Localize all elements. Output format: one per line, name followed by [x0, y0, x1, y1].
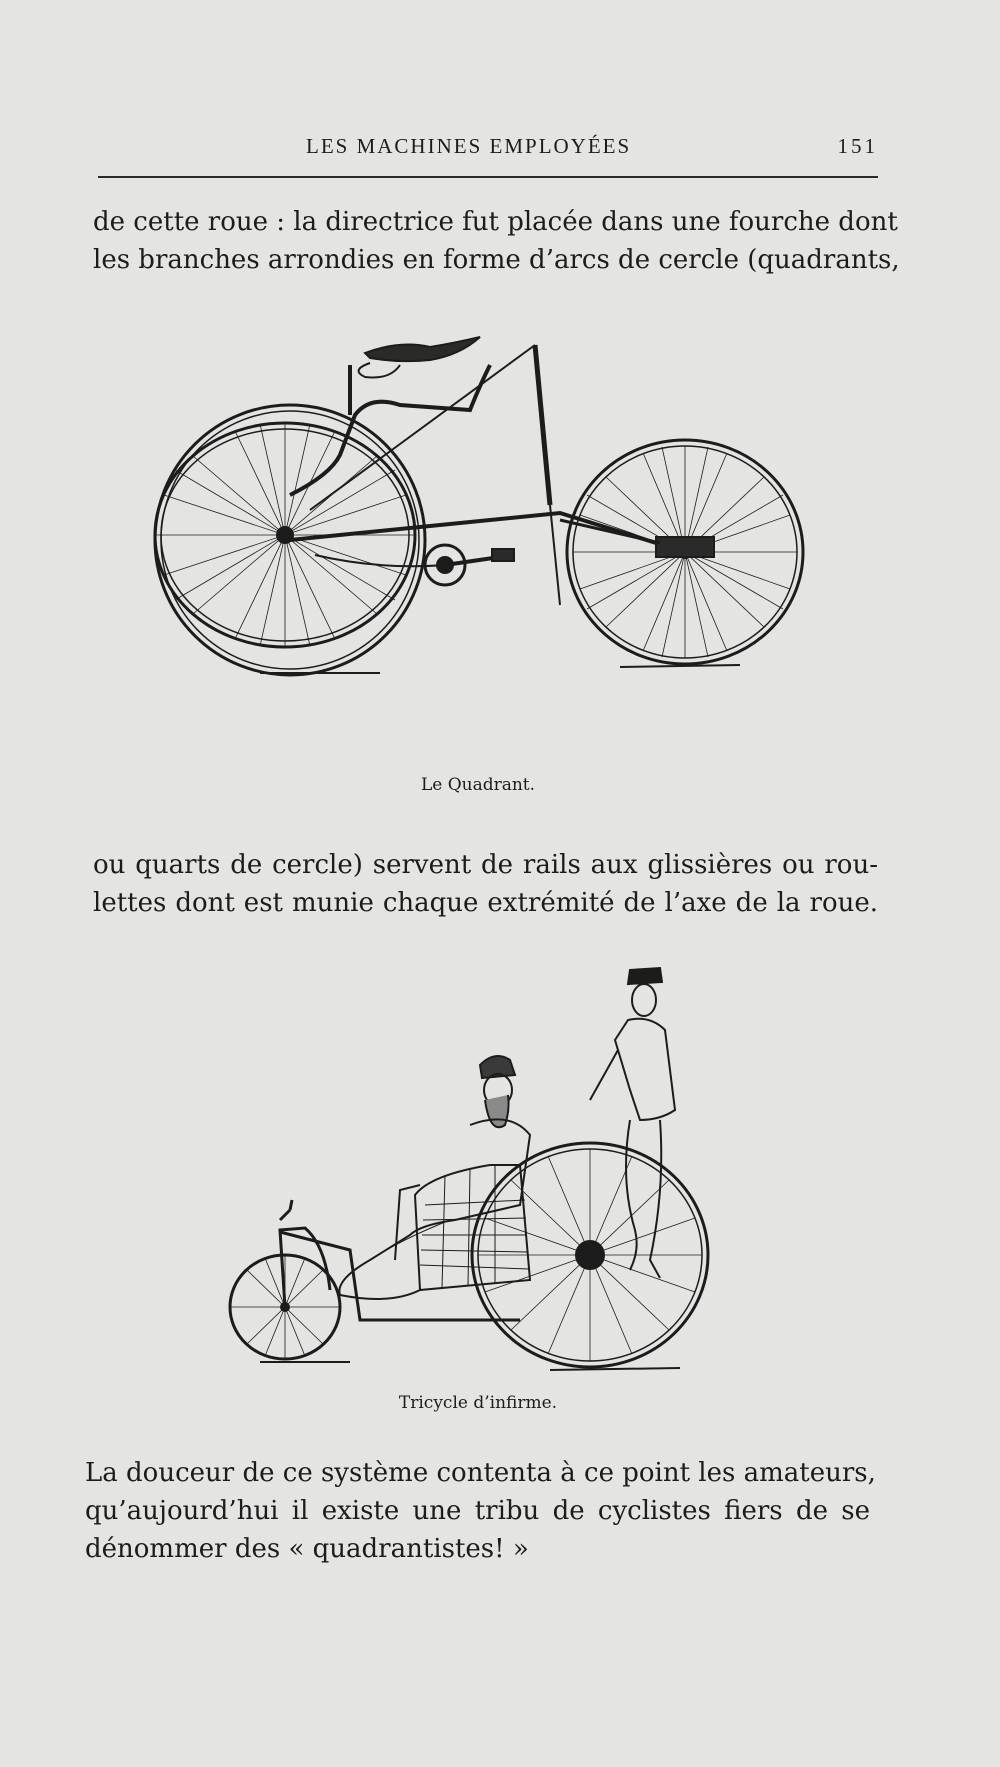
- quadrant-tricycle-engraving: [140, 325, 830, 765]
- text-line: lettes dont est munie chaque extrémité de l’axe de la roue.: [93, 888, 878, 918]
- page-number: 151: [837, 134, 878, 158]
- header-rule: [98, 176, 878, 178]
- saddle: [359, 337, 480, 378]
- paragraph-3: [85, 1454, 876, 1568]
- seated-man-figure: [339, 1056, 530, 1299]
- figure-caption-2: Tricycle d’infirme.: [398, 1393, 558, 1413]
- running-head: [98, 134, 878, 164]
- paragraph-1: [93, 203, 900, 279]
- running-title: LES MACHINES EMPLOYÉES: [306, 134, 632, 158]
- large-rear-wheel: [472, 1143, 708, 1367]
- text-line: ou quarts de cercle) servent de rails aux glissières ou rou-: [93, 850, 878, 880]
- rear-wheel-front: [155, 423, 415, 647]
- text-line: qu’aujourd’hui il existe une tribu de cyclistes fiers de se: [85, 1496, 870, 1526]
- text-line: de cette roue : la directrice fut placée dans une fourche dont: [93, 207, 898, 237]
- small-front-wheel: [230, 1228, 340, 1359]
- text-line: La douceur de ce système contenta à ce point les amateurs,: [85, 1458, 876, 1488]
- figure-caption-1: Le Quadrant.: [420, 775, 536, 795]
- text-line: les branches arrondies en forme d’arcs de cercle (quadrants,: [93, 245, 900, 275]
- frame: [290, 345, 685, 605]
- standing-attendant-figure: [590, 968, 675, 1278]
- invalid-tricycle-engraving: [220, 960, 750, 1380]
- text-line: dénommer des « quadrantistes! »: [85, 1534, 529, 1564]
- paragraph-2: [93, 846, 878, 922]
